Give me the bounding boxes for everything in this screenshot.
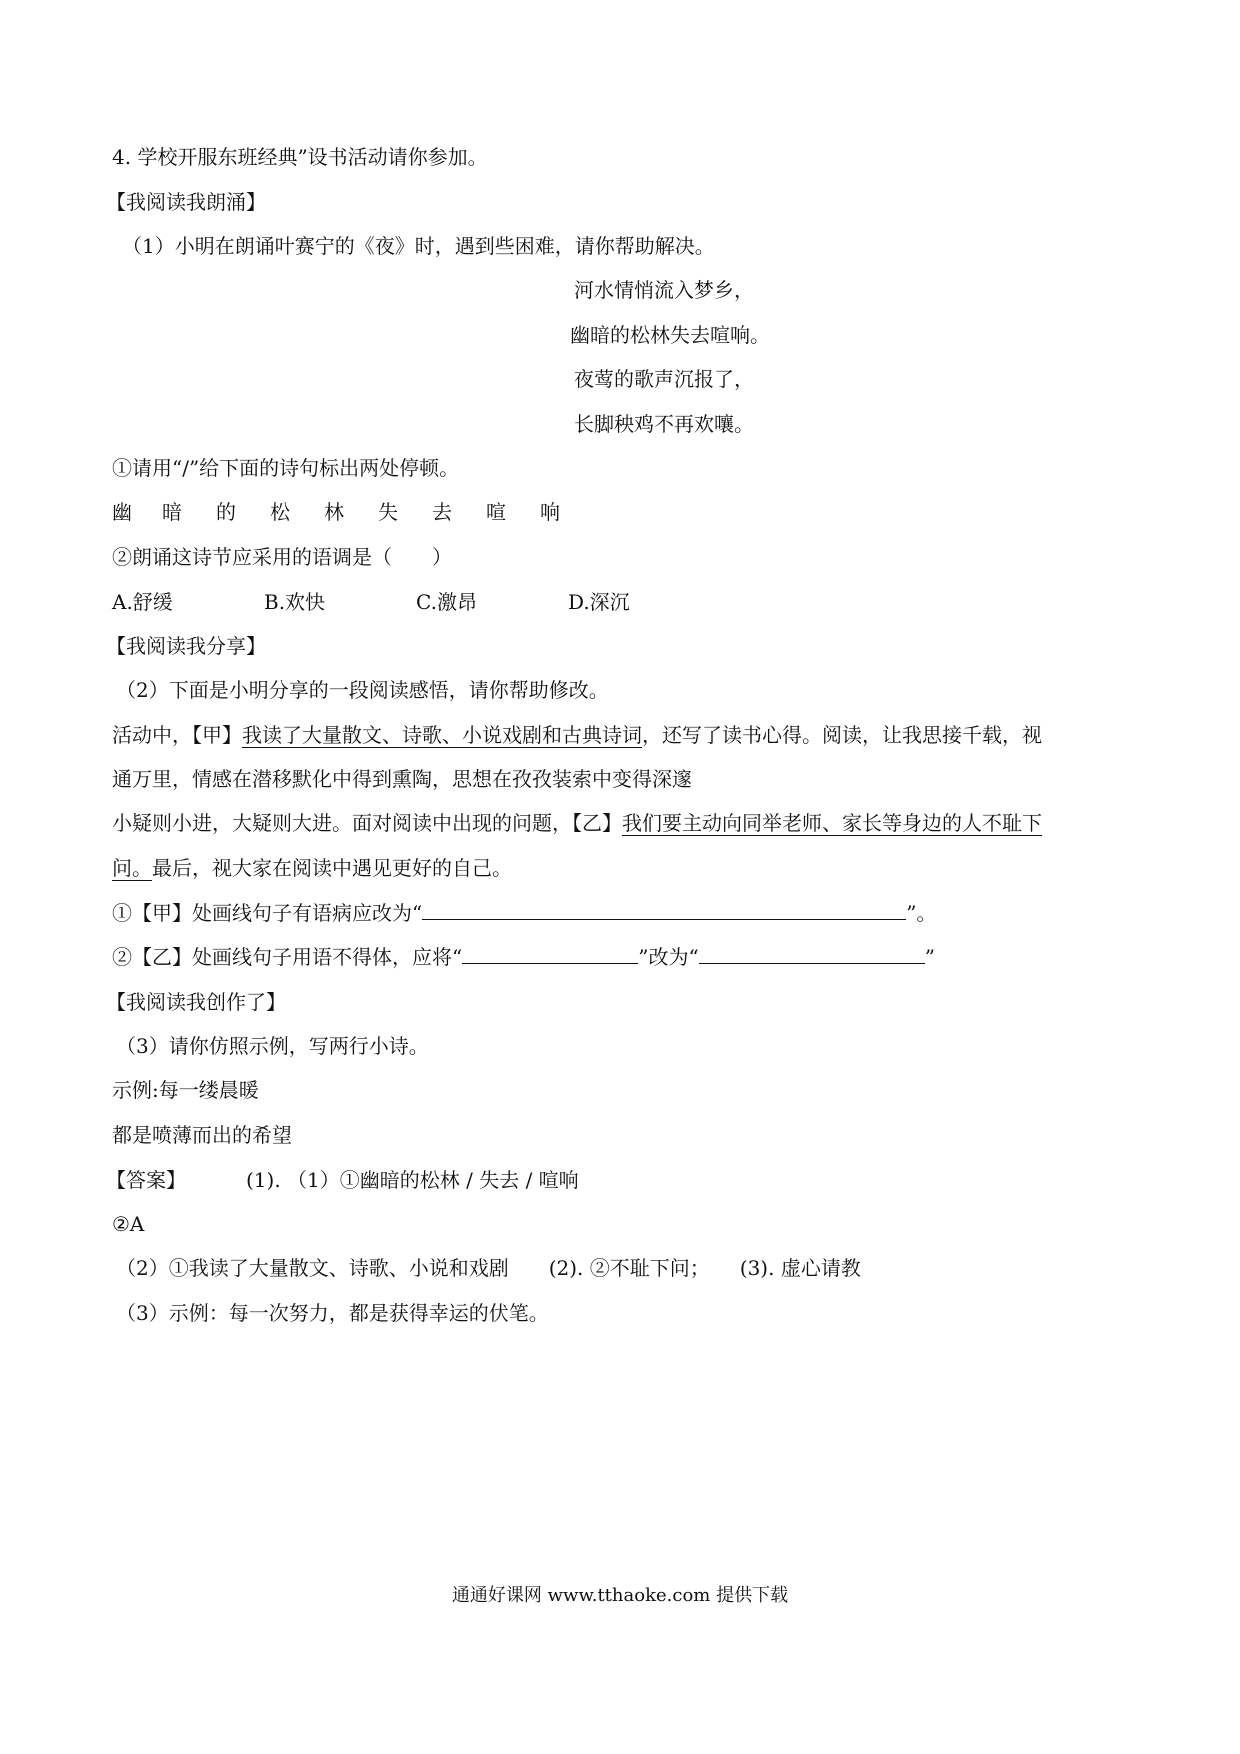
answer-text: (1). （1）①幽暗的松林 / 失去 / 喧响 — [246, 1168, 579, 1192]
question-1-sub-2: ②朗诵这诗节应采用的语调是（ ） — [112, 545, 452, 569]
option-b: B.欢快 — [264, 590, 326, 614]
option-c: C.激昂 — [416, 590, 477, 614]
answer-label: 【答案】 — [106, 1168, 186, 1192]
passage-text: ，还写了读书心得。阅读，让我思接千载，视 — [642, 723, 1042, 747]
poem-line-2: 幽暗的松林失去喧响。 — [570, 323, 770, 347]
poem-char: 去 — [432, 500, 452, 524]
poem-char: 的 — [216, 500, 236, 524]
answer-line-3: （2）①我读了大量散文、诗歌、小说和戏剧 (2). ②不耻下问； (3). 虚心请教 — [116, 1256, 861, 1280]
question-2-sub-2 — [112, 943, 935, 971]
underlined-sentence-yi-end: 问。 — [112, 856, 152, 880]
option-a: A.舒缓 — [112, 590, 173, 614]
poem-line-4: 长脚秧鸡不再欢嚷。 — [574, 412, 754, 436]
poem-char: 暗 — [162, 500, 182, 524]
section-heading-share: 【我阅读我分享】 — [106, 634, 266, 658]
answer-blank[interactable] — [699, 943, 925, 964]
question-text: ”。 — [906, 901, 937, 925]
example-line-2: 都是喷薄而出的希望 — [112, 1123, 292, 1147]
poem-line-1: 河水情悄流入梦乡， — [574, 278, 754, 302]
question-2-sub-1 — [112, 899, 936, 927]
answer-line-2: ②A — [112, 1212, 145, 1236]
question-2-prompt: （2）下面是小明分享的一段阅读感悟，请你帮助修改。 — [116, 678, 609, 702]
answer-blank[interactable] — [462, 943, 638, 964]
passage-text: 最后，视大家在阅读中遇见更好的自己。 — [152, 856, 512, 880]
section-heading-recite: 【我阅读我朗涌】 — [106, 190, 266, 214]
question-3-prompt: （3）请你仿照示例，写两行小诗。 — [116, 1034, 429, 1058]
question-text: ②【乙】处画线句子用语不得体，应将“ — [112, 945, 463, 969]
option-d: D.深沉 — [568, 590, 630, 614]
answer-blank[interactable] — [422, 899, 906, 920]
poem-line-3: 夜莺的歌声沉报了， — [574, 367, 754, 391]
passage-line-3 — [112, 809, 1042, 837]
poem-char: 松 — [270, 500, 290, 524]
poem-char: 林 — [324, 500, 344, 524]
answer-line-1 — [106, 1166, 579, 1194]
example-line-1: 示例:每一缕晨暖 — [112, 1078, 259, 1102]
section-heading-create: 【我阅读我创作了】 — [106, 990, 286, 1014]
passage-line-1 — [112, 721, 1042, 749]
question-text: ” — [924, 945, 935, 969]
answer-line-4: （3）示例：每一次努力，都是获得幸运的伏笔。 — [116, 1301, 549, 1325]
spaced-poem-chars — [112, 498, 590, 526]
underlined-sentence-jia: 我读了大量散文、诗歌、小说戏剧和古典诗词 — [242, 723, 642, 747]
question-1-prompt: （1）小明在朗诵叶赛宁的《夜》时，遇到些困难，请你帮助解决。 — [122, 234, 715, 258]
passage-line-4 — [112, 854, 512, 882]
question-1-sub-1: ①请用“/”给下面的诗句标出两处停顿。 — [112, 456, 460, 480]
question-1-options — [112, 588, 720, 616]
poem-char: 幽 — [112, 500, 132, 524]
page-footer: 通通好课网 www.tthaoke.com 提供下载 — [451, 1585, 789, 1606]
question-text: ①【甲】处画线句子有语病应改为“ — [112, 901, 423, 925]
poem-char: 失 — [378, 500, 398, 524]
poem-char: 响 — [540, 500, 560, 524]
question-title: 4. 学校开服东班经典”设书活动请你参加。 — [112, 145, 488, 169]
poem-char: 喧 — [486, 500, 506, 524]
passage-text: 活动中，【甲】 — [112, 723, 242, 747]
passage-text: 小疑则小进，大疑则大进。面对阅读中出现的问题，【乙】 — [112, 811, 622, 835]
question-text: ”改为“ — [638, 945, 699, 969]
underlined-sentence-yi: 我们要主动向同举老师、家长等身边的人不耻下 — [622, 811, 1042, 835]
passage-line-2: 通万里，情感在潜移默化中得到熏陶，思想在孜孜装索中变得深邃 — [112, 767, 692, 791]
